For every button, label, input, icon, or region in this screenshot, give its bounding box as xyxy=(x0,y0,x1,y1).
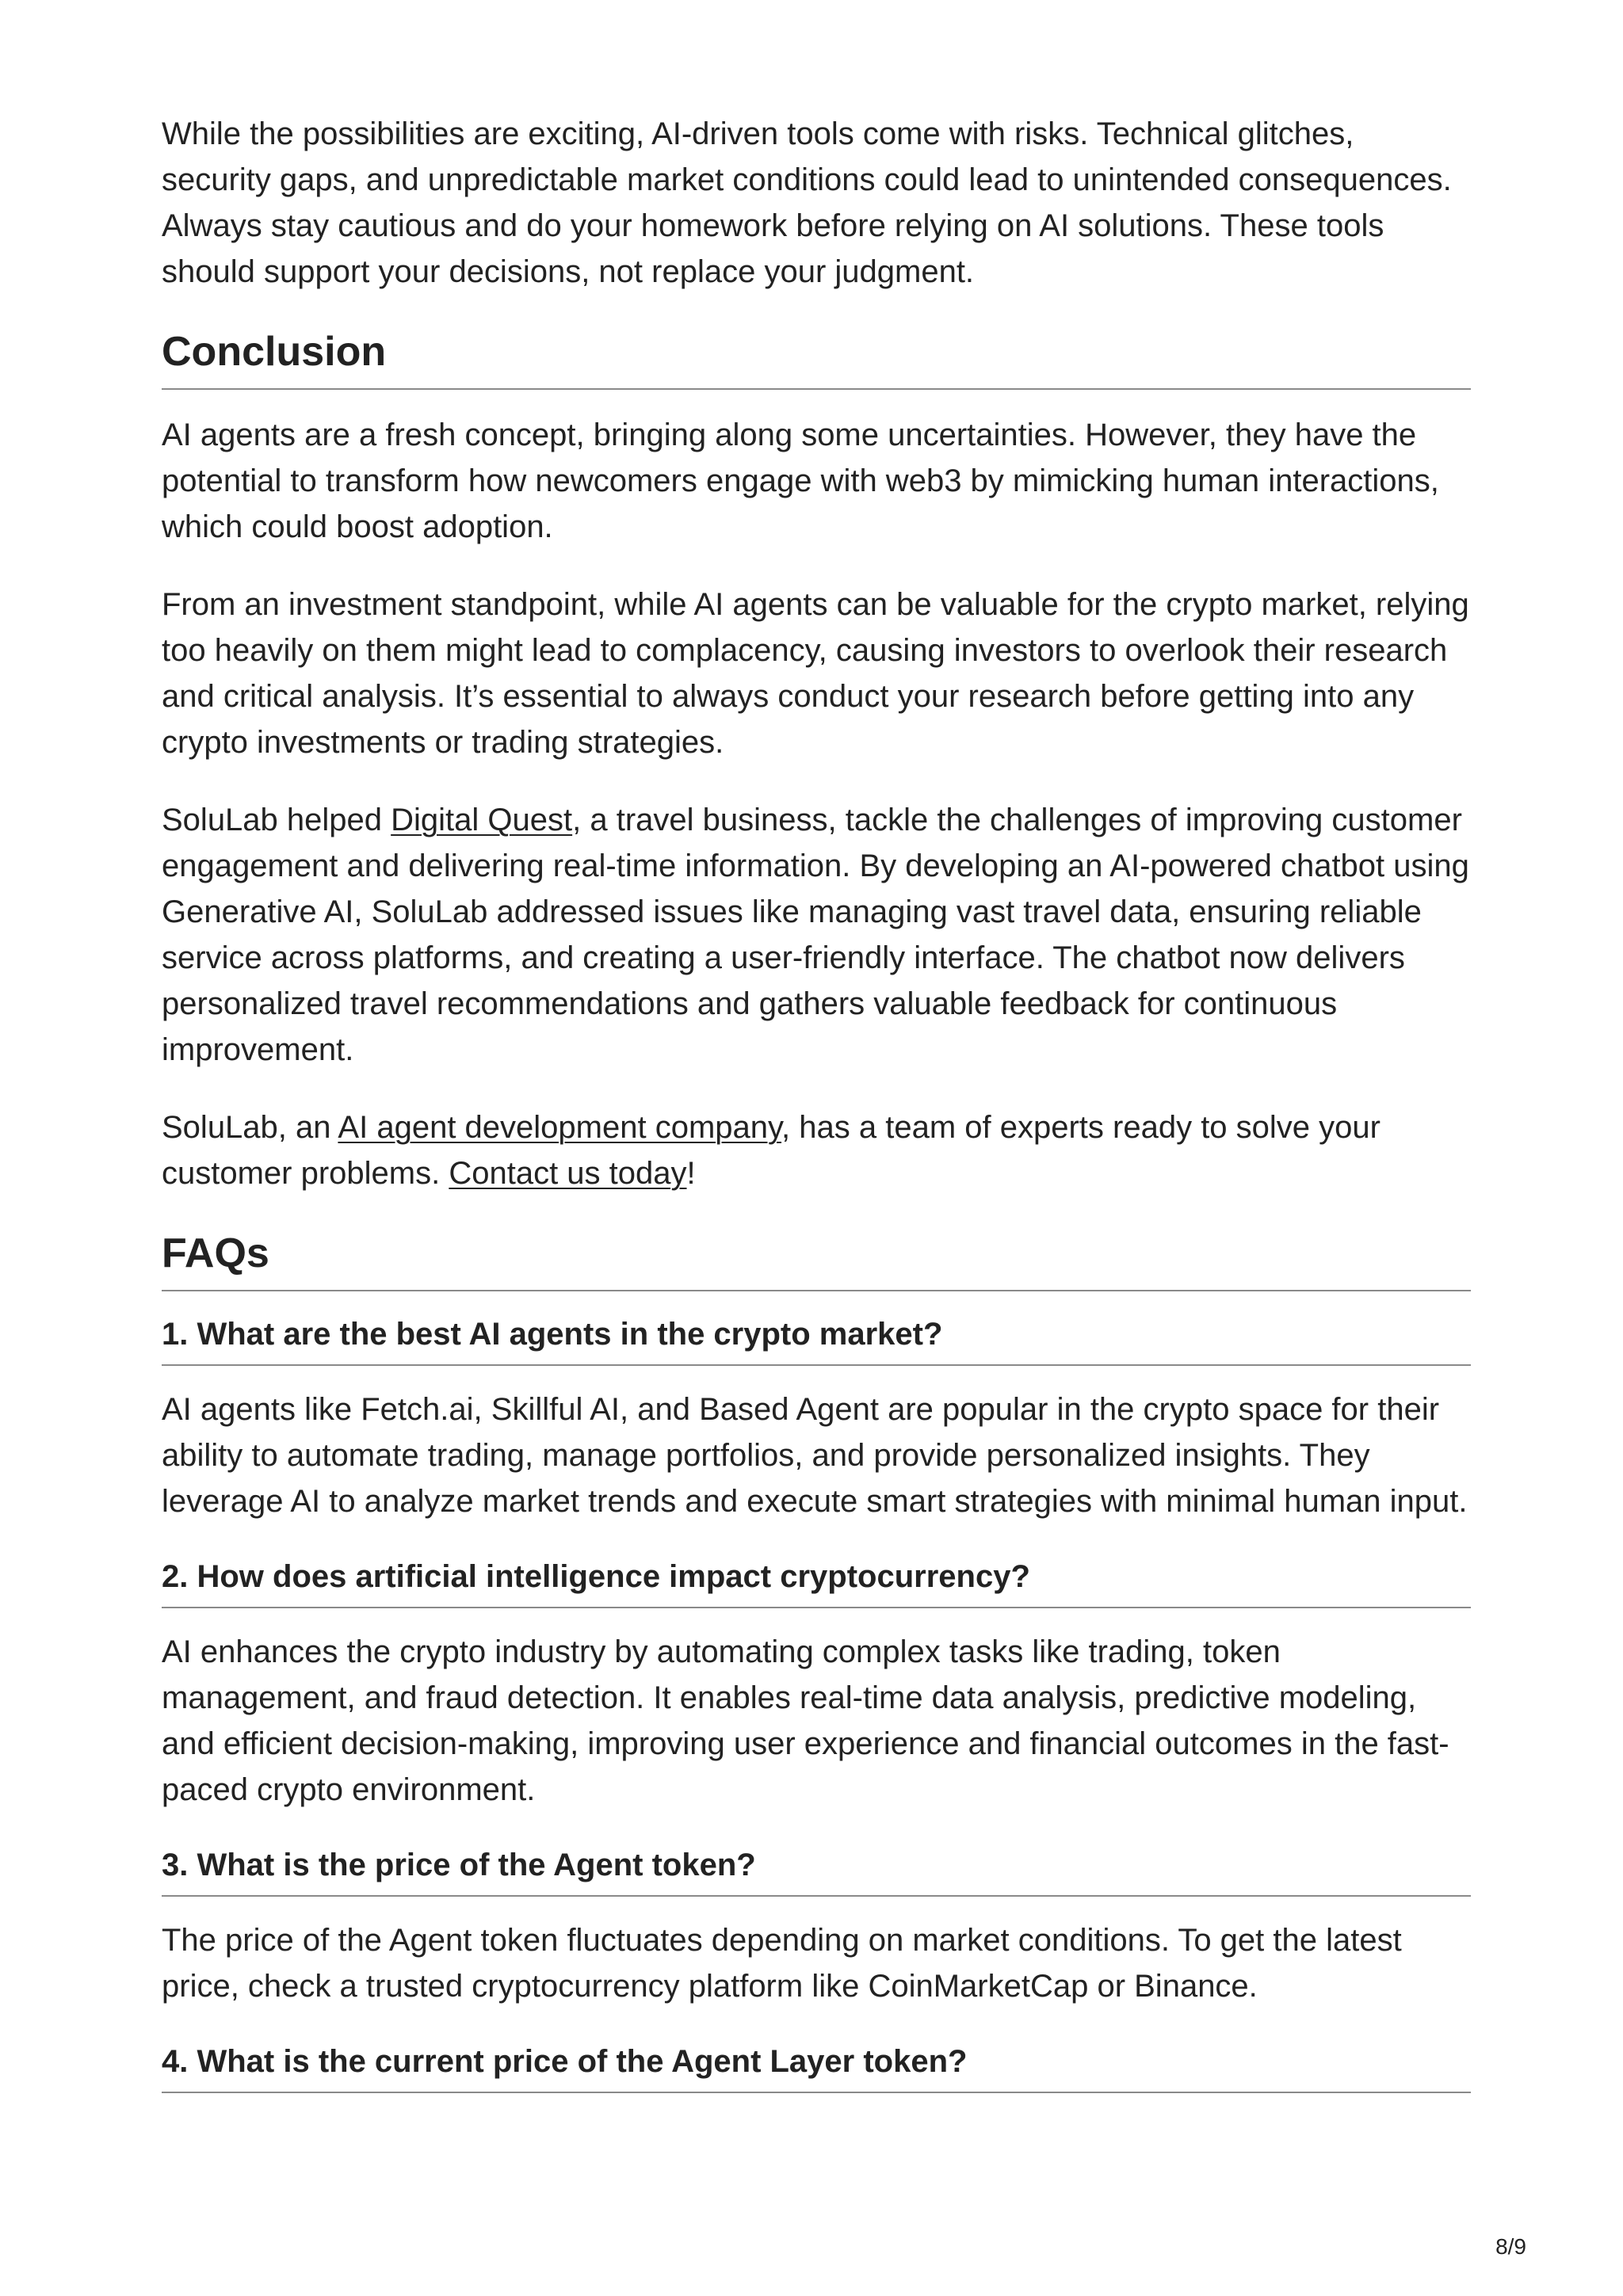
faq-question-1: 1. What are the best AI agents in the crypto market? xyxy=(162,1314,1471,1366)
contact-us-link[interactable]: Contact us today xyxy=(449,1156,687,1191)
faq-answer-1: AI agents like Fetch.ai, Skillful AI, and Based Agent are popular in the crypto space for their ability to automate trading, manage portfolios, and provide personalized insights. They leverage AI to analyze market trends and execute smart strategies with minimal human input. xyxy=(162,1392,1468,1519)
faq-question-2: 2. How does artificial intelligence impact cryptocurrency? xyxy=(162,1556,1471,1608)
conclusion-p4-text-start: SoluLab, an xyxy=(162,1110,338,1145)
ai-agent-development-company-link[interactable]: AI agent development company xyxy=(338,1110,782,1145)
page-number: 8/9 xyxy=(1495,2234,1526,2259)
conclusion-heading: Conclusion xyxy=(162,326,1471,390)
conclusion-p3-text-end: , a travel business, tackle the challenges of improving customer engagement and delivering real-time information. By developing an AI-powered chatbot using Generative AI, SoluLab addressed issues like managing vast travel data, ensuring reliable service across platforms, and creating a user-friendly interface. The chatbot now delivers personalized travel recommendations and gathers valuable feedback for continuous improvement. xyxy=(162,803,1469,1067)
faqs-heading: FAQs xyxy=(162,1228,1471,1291)
conclusion-paragraph-3 xyxy=(162,797,1471,1073)
faq-question-3: 3. What is the price of the Agent token? xyxy=(162,1844,1471,1897)
conclusion-paragraph-2: From an investment standpoint, while AI agents can be valuable for the crypto market, relying too heavily on them might lead to complacency, causing investors to overlook their research and critical analysis. It’s essential to always conduct your research before getting into any crypto investments or trading strategies. xyxy=(162,587,1469,760)
digital-quest-link[interactable]: Digital Quest xyxy=(391,803,573,837)
conclusion-paragraph-1: AI agents are a fresh concept, bringing along some uncertainties. However, they have the potential to transform how newcomers engage with web3 by mimicking human interactions, which could boost adoption. xyxy=(162,418,1439,544)
faq-question-4: 4. What is the current price of the Agent Layer token? xyxy=(162,2041,1471,2093)
conclusion-paragraph-4 xyxy=(162,1104,1471,1196)
article-content xyxy=(162,111,1471,2114)
conclusion-p4-text-end: ! xyxy=(686,1156,696,1191)
faq-answer-3: The price of the Agent token fluctuates depending on market conditions. To get the latest price, check a trusted cryptocurrency platform like CoinMarketCap or Binance. xyxy=(162,1923,1402,2004)
faq-answer-2: AI enhances the crypto industry by automating complex tasks like trading, token management, and fraud detection. It enables real-time data analysis, predictive modeling, and efficient decision-making, improving user experience and financial outcomes in the fast-paced crypto environment. xyxy=(162,1634,1449,1807)
conclusion-p3-text-start: SoluLab helped xyxy=(162,803,391,837)
risk-paragraph: While the possibilities are exciting, AI-driven tools come with risks. Technical glitches, security gaps, and unpredictable market conditions could lead to unintended consequences. Always stay cautious and do your homework before relying on AI solutions. These tools should support your decisions, not replace your judgment. xyxy=(162,116,1452,289)
conclusion-p4-text-middle: , has a team of experts ready to solve your customer problems. xyxy=(162,1110,1381,1191)
